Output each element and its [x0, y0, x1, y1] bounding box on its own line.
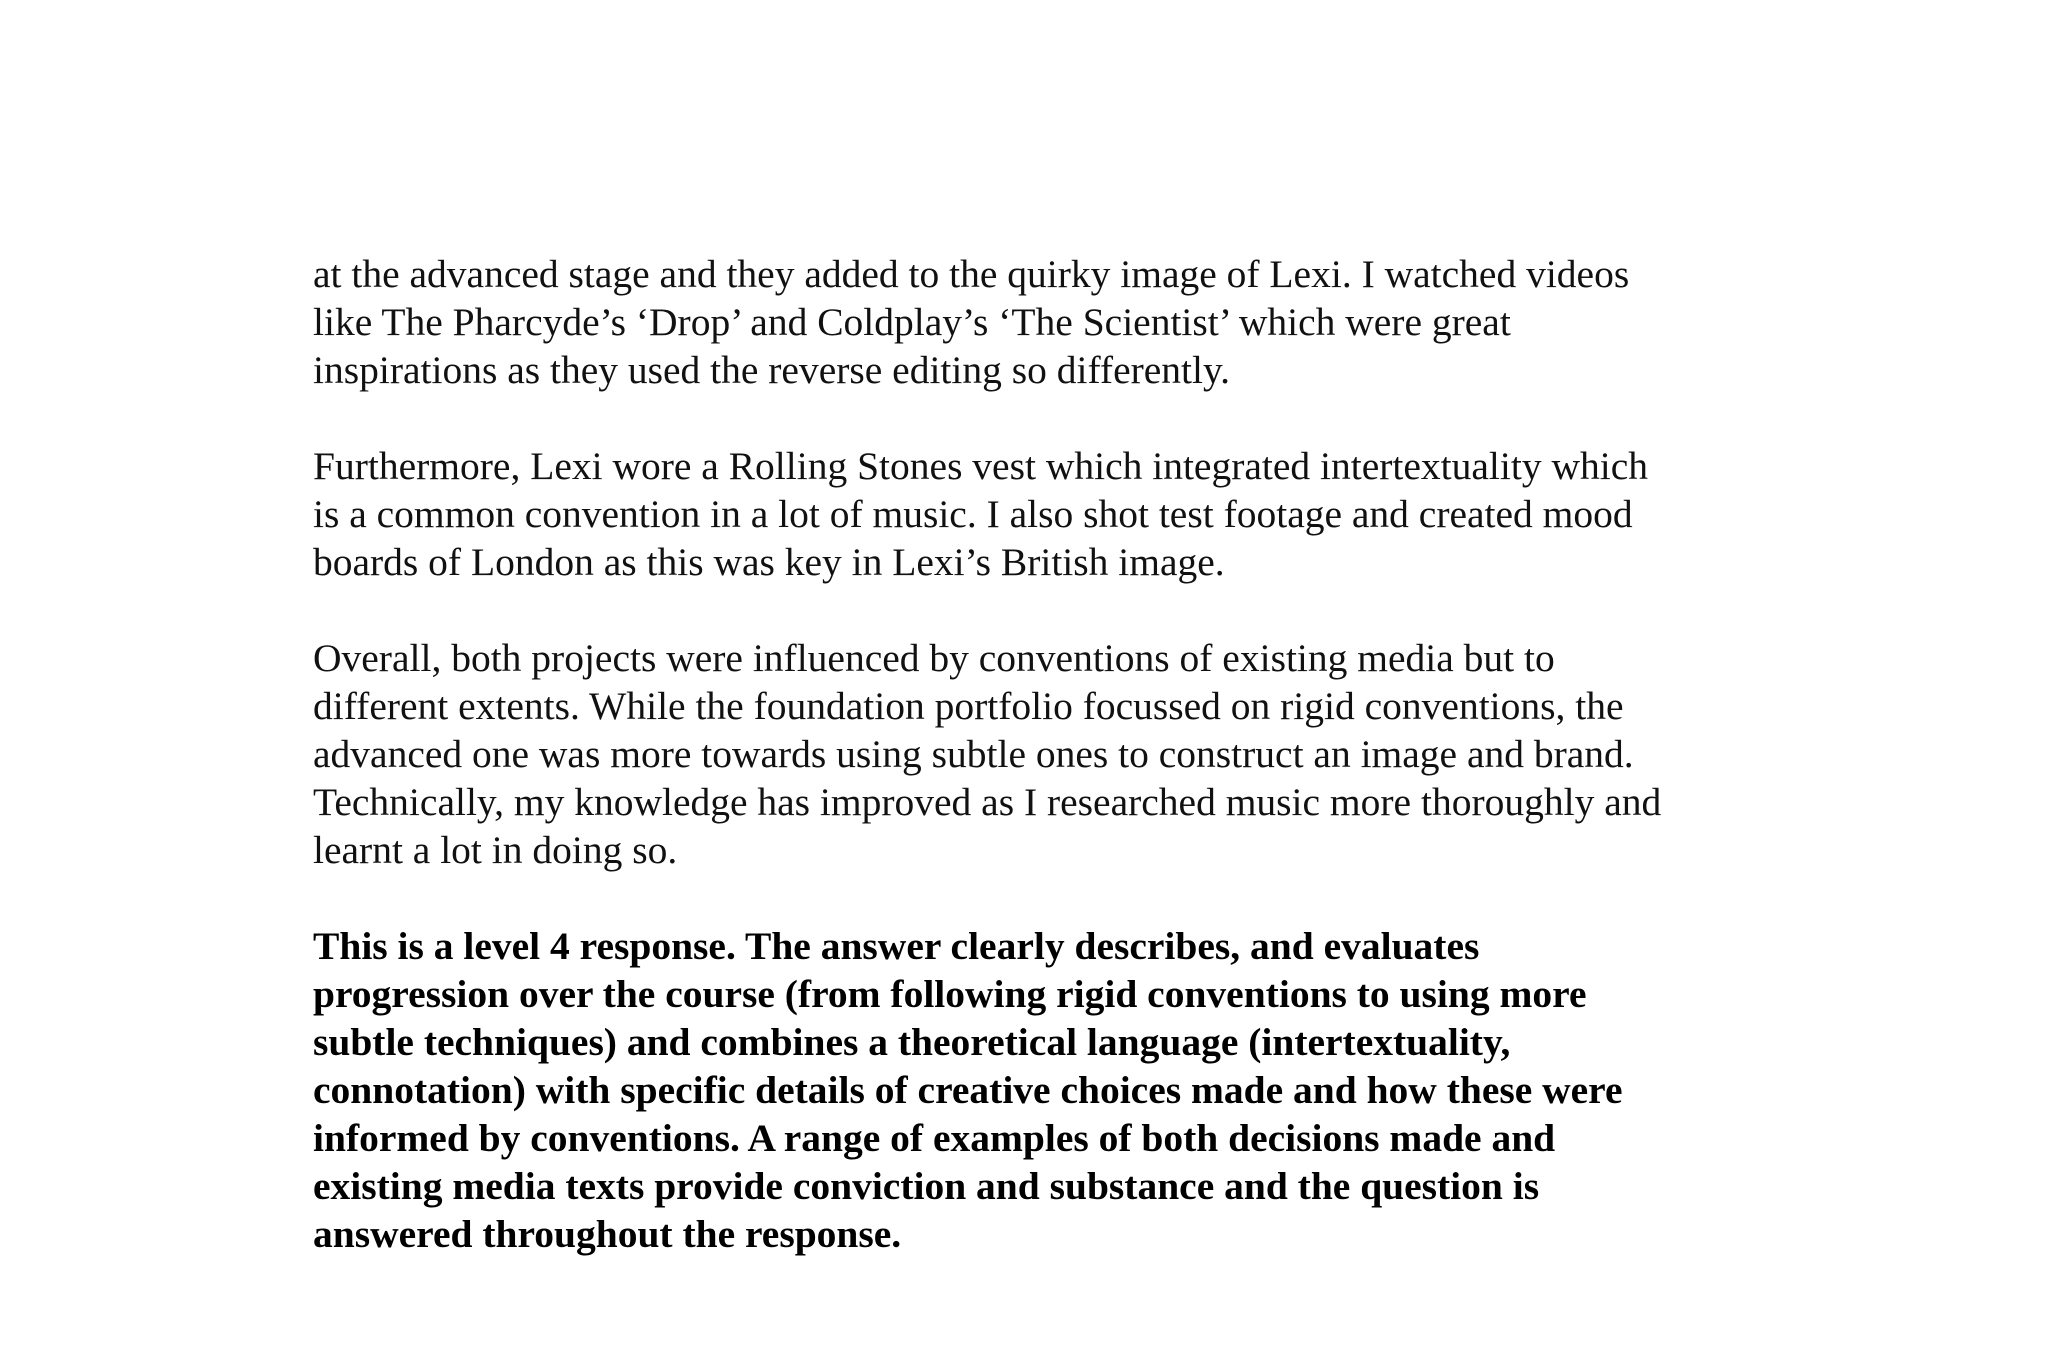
- commentary-line: informed by conventions. A range of examples of both decisions made and: [313, 1116, 1556, 1160]
- commentary-line: subtle techniques) and combines a theoretical language (intertextuality,: [313, 1020, 1511, 1064]
- commentary-line: answered throughout the response.: [313, 1212, 902, 1256]
- commentary-line: existing media texts provide conviction and substance and the question is: [313, 1164, 1540, 1208]
- text-line: Furthermore, Lexi wore a Rolling Stones vest which integrated intertextuality which: [313, 444, 1648, 488]
- text-line: learnt a lot in doing so.: [313, 828, 678, 872]
- commentary-line: progression over the course (from following rigid conventions to using more: [313, 972, 1587, 1016]
- commentary-line: This is a level 4 response. The answer clearly describes, and evaluates: [313, 924, 1480, 968]
- text-line: different extents. While the foundation portfolio focussed on rigid conventions, the: [313, 684, 1624, 728]
- text-line: like The Pharcyde’s ‘Drop’ and Coldplay’s ‘The Scientist’ which were great: [313, 300, 1511, 344]
- text-line: advanced one was more towards using subtle ones to construct an image and brand.: [313, 732, 1634, 776]
- paragraph-overall-conclusion: [313, 634, 1773, 874]
- document-body: [313, 250, 1773, 1306]
- paragraph-intertextuality: [313, 442, 1773, 586]
- text-line: boards of London as this was key in Lexi’s British image.: [313, 540, 1225, 584]
- text-line: Overall, both projects were influenced by conventions of existing media but to: [313, 636, 1555, 680]
- text-line: Technically, my knowledge has improved as I researched music more thoroughly and: [313, 780, 1662, 824]
- paragraph-video-inspirations: [313, 250, 1773, 394]
- examiner-commentary: [313, 922, 1773, 1258]
- text-line: inspirations as they used the reverse editing so differently.: [313, 348, 1231, 392]
- commentary-line: connotation) with specific details of creative choices made and how these were: [313, 1068, 1623, 1112]
- text-line: at the advanced stage and they added to the quirky image of Lexi. I watched videos: [313, 252, 1630, 296]
- text-line: is a common convention in a lot of music. I also shot test footage and created mood: [313, 492, 1633, 536]
